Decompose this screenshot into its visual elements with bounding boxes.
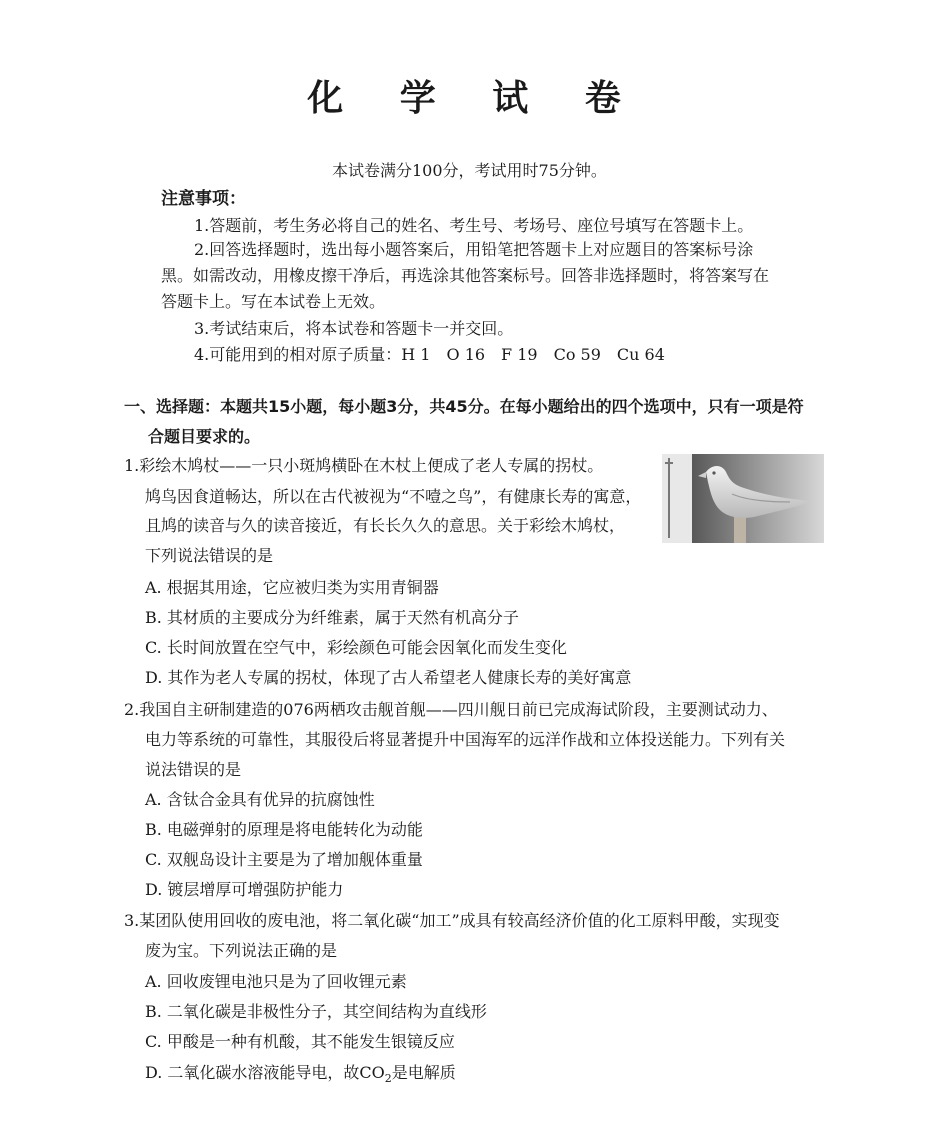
notice-item: 黑。如需改动，用橡皮擦干净后，再选涂其他答案标号。回答非选择题时，将答案写在 <box>161 266 770 285</box>
section-heading: 一、选择题：本题共15小题，每小题3分，共45分。在每小题给出的四个选项中，只有一项是符 <box>124 397 804 416</box>
question-1-stem: 下列说法错误的是 <box>145 546 274 565</box>
intro-text: 本试卷满分100分，考试用时75分钟。 <box>332 161 607 180</box>
question-1-stem: 1.彩绘木鸠杖——一只小斑鸠横卧在木杖上便成了老人专属的拐杖。 <box>124 456 604 475</box>
subscript-2: 2 <box>384 1072 392 1086</box>
question-3-option-a: A. 回收废锂电池只是为了回收锂元素 <box>145 972 407 991</box>
question-1-stem: 鸠鸟因食道畅达，所以在古代被视为“不噎之鸟”，有健康长寿的寓意， <box>145 487 642 506</box>
question-3-option-d <box>145 1063 456 1089</box>
question-2-option-d: D. 镀层增厚可增强防护能力 <box>145 880 344 899</box>
question-2-stem: 2.我国自主研制建造的076两栖攻击舰首舰——四川舰日前已完成海试阶段，主要测试动力、 <box>124 700 778 719</box>
question-3-option-c: C. 甲酸是一种有机酸，其不能发生银镜反应 <box>145 1032 455 1051</box>
option-d-text: D. 二氧化碳水溶液能导电，故CO <box>145 1063 385 1082</box>
question-3-stem: 废为宝。下列说法正确的是 <box>145 941 338 960</box>
wooden-dove-staff-photo <box>662 454 824 543</box>
notice-item: 答题卡上。写在本试卷上无效。 <box>161 292 386 311</box>
question-2-option-b: B. 电磁弹射的原理是将电能转化为动能 <box>145 820 423 839</box>
dove-staff-icon <box>662 454 824 543</box>
question-1-option-b: B. 其材质的主要成分为纤维素，属于天然有机高分子 <box>145 608 519 627</box>
question-3-option-b: B. 二氧化碳是非极性分子，其空间结构为直线形 <box>145 1002 487 1021</box>
notice-item: 4.可能用到的相对原子质量：H 1 O 16 F 19 Co 59 Cu 64 <box>194 345 665 364</box>
question-3-stem: 3.某团队使用回收的废电池，将二氧化碳“加工”成具有较高经济价值的化工原料甲酸，实现变 <box>124 911 780 930</box>
page-title: 化 学 试 卷 <box>307 78 643 119</box>
question-2-option-a: A. 含钛合金具有优异的抗腐蚀性 <box>145 790 375 809</box>
question-2-option-c: C. 双舰岛设计主要是为了增加舰体重量 <box>145 850 423 869</box>
question-1-option-d: D. 其作为老人专属的拐杖，体现了古人希望老人健康长寿的美好寓意 <box>145 668 632 687</box>
option-d-text-end: 是电解质 <box>391 1063 456 1082</box>
question-2-stem: 说法错误的是 <box>145 760 242 779</box>
notice-heading: 注意事项： <box>161 189 246 209</box>
notice-item: 3.考试结束后，将本试卷和答题卡一并交回。 <box>194 319 514 338</box>
question-1-option-c: C. 长时间放置在空气中，彩绘颜色可能会因氧化而发生变化 <box>145 638 567 657</box>
notice-item: 1.答题前，考生务必将自己的姓名、考生号、考场号、座位号填写在答题卡上。 <box>194 216 754 235</box>
question-1-option-a: A. 根据其用途，它应被归类为实用青铜器 <box>145 578 439 597</box>
question-2-stem: 电力等系统的可靠性，其服役后将显著提升中国海军的远洋作战和立体投送能力。下列有关 <box>145 730 786 749</box>
section-heading: 合题目要求的。 <box>148 427 261 446</box>
notice-item: 2.回答选择题时，选出每小题答案后，用铅笔把答题卡上对应题目的答案标号涂 <box>194 240 754 259</box>
question-1-stem: 且鸠的读音与久的读音接近，有长长久久的意思。关于彩绘木鸠杖， <box>145 516 626 535</box>
